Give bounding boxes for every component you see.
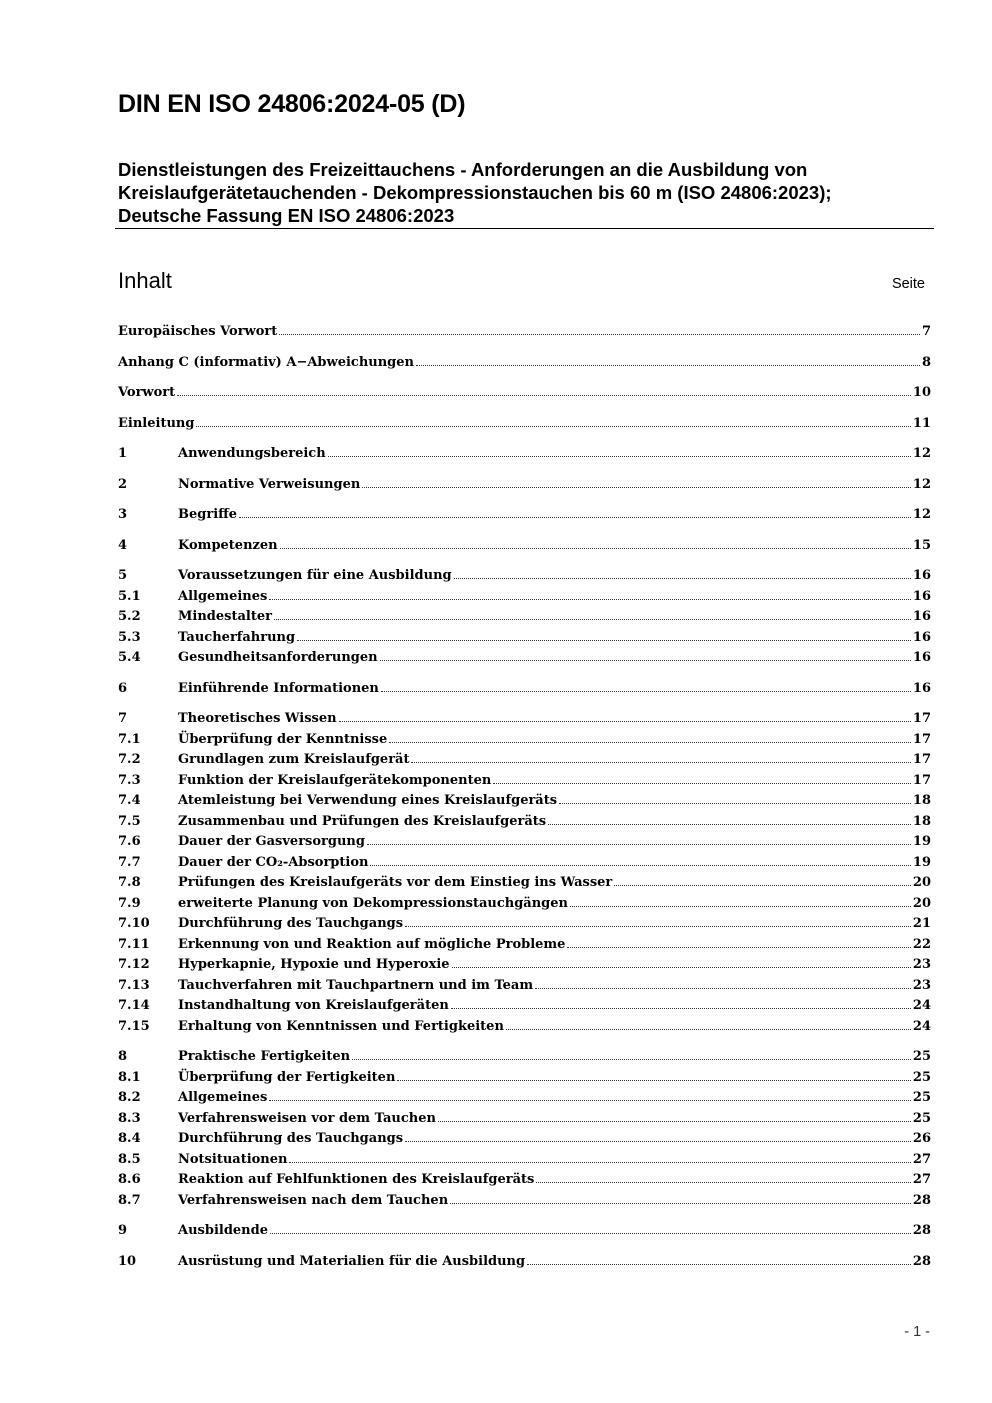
toc-entry-number: 8.5 <box>118 1151 141 1167</box>
toc-entry-page: 17 <box>912 711 931 726</box>
toc-entry-number: 7.9 <box>118 895 141 911</box>
toc-entry[interactable] <box>118 1223 931 1244</box>
toc-entry-number: 8.1 <box>118 1069 141 1085</box>
toc-entry[interactable] <box>118 385 931 406</box>
toc-entry-number: 5 <box>118 568 128 583</box>
toc-entry-title: Normative Verweisungen <box>178 476 361 492</box>
dot-leader <box>196 422 910 427</box>
toc-entry[interactable] <box>118 1254 931 1275</box>
toc-entry[interactable] <box>118 538 931 559</box>
toc-entry-title: Dauer der Gasversorgung <box>178 834 365 849</box>
toc-entry-title: Überprüfung der Kenntnisse <box>178 731 388 747</box>
subtitle-line: Deutsche Fassung EN ISO 24806:2023 <box>118 205 455 226</box>
document-subtitle <box>118 158 933 227</box>
toc-entry-title: Theoretisches Wissen <box>178 711 337 726</box>
dot-leader <box>274 615 911 620</box>
toc-entry[interactable] <box>118 355 931 376</box>
toc-entry-title: Instandhaltung von Kreislaufgeräten <box>178 998 449 1013</box>
dot-leader <box>411 758 910 763</box>
dot-leader <box>328 452 911 457</box>
dot-leader <box>536 1178 911 1183</box>
toc-entry-page: 27 <box>912 1172 931 1187</box>
dot-leader <box>362 483 911 488</box>
toc-entry-number: 8.6 <box>118 1172 141 1187</box>
dot-leader <box>450 1199 911 1204</box>
toc-entry[interactable] <box>118 752 931 773</box>
toc-entry[interactable] <box>118 1019 931 1040</box>
toc-entry-page: 16 <box>912 650 931 665</box>
toc-entry-title: Mindestalter <box>178 609 272 624</box>
toc-entry[interactable] <box>118 793 931 814</box>
toc-entry[interactable] <box>118 1090 931 1111</box>
toc-entry-title: Ausbildende <box>178 1223 268 1238</box>
toc-entry-page: 20 <box>912 895 931 911</box>
toc-entry-title: Allgemeines <box>178 1090 268 1105</box>
toc-entry[interactable] <box>118 324 931 345</box>
toc-entry-title: Gesundheitsanforderungen <box>178 650 378 665</box>
toc-entry[interactable] <box>118 773 931 794</box>
toc-entry[interactable] <box>118 916 931 937</box>
toc-entry-number: 7.15 <box>118 1018 150 1034</box>
title-divider <box>115 228 934 229</box>
toc-entry[interactable] <box>118 609 931 630</box>
toc-entry-number: 5.1 <box>118 588 141 604</box>
toc-entry[interactable] <box>118 681 931 702</box>
dot-leader <box>269 1096 911 1101</box>
toc-entry-number: 7.11 <box>118 936 150 952</box>
toc-entry-page: 25 <box>912 1049 931 1064</box>
toc-entry-title: Voraussetzungen für eine Ausbildung <box>178 568 452 583</box>
toc-entry[interactable] <box>118 957 931 978</box>
toc-entry[interactable] <box>118 1070 931 1091</box>
dot-leader <box>506 1025 911 1030</box>
toc-entry[interactable] <box>118 937 931 958</box>
dot-leader <box>289 1158 910 1163</box>
toc-entry-page: 16 <box>912 568 931 583</box>
toc-entry-page: 26 <box>912 1131 931 1146</box>
toc-entry-number: 7.1 <box>118 731 141 747</box>
toc-entry-number: 7.10 <box>118 916 150 931</box>
dot-leader <box>452 963 911 968</box>
toc-entry[interactable] <box>118 650 931 671</box>
toc-entry-title: Erkennung von und Reaktion auf mögliche Probleme <box>178 936 566 952</box>
toc-entry-page: 10 <box>912 385 931 400</box>
toc-entry-title: Durchführung des Tauchgangs <box>178 1131 404 1146</box>
dot-leader <box>438 1117 911 1122</box>
toc-entry-page: 11 <box>912 415 931 431</box>
toc-entry-page: 12 <box>912 476 931 492</box>
toc-entry-number: 7.7 <box>118 854 141 870</box>
toc-entry-page: 21 <box>912 916 931 931</box>
toc-entry-page: 20 <box>912 875 931 890</box>
dot-leader <box>177 391 911 396</box>
toc-entry-page: 24 <box>912 998 931 1013</box>
toc-entry-number: 8.7 <box>118 1192 141 1208</box>
toc-entry-title: Prüfungen des Kreislaufgeräts vor dem Einstieg ins Wasser <box>178 875 613 890</box>
dot-leader <box>380 656 911 661</box>
toc-entry-page: 7 <box>921 324 931 339</box>
toc-entry-title: Verfahrensweisen vor dem Tauchen <box>178 1110 436 1126</box>
toc-entry-page: 22 <box>912 936 931 952</box>
page-number: - 1 - <box>904 1324 930 1340</box>
toc-entry-title: Vorwort <box>118 385 176 400</box>
toc-entry-number: 2 <box>118 476 128 492</box>
toc-entry-title: Verfahrensweisen nach dem Tauchen <box>178 1192 449 1208</box>
toc-entry-number: 7.2 <box>118 752 141 767</box>
toc-entry[interactable] <box>118 589 931 610</box>
dot-leader <box>269 595 911 600</box>
toc-entry-title: Allgemeines <box>178 588 268 604</box>
toc-entry-page: 12 <box>912 507 931 522</box>
toc-entry-page: 19 <box>912 834 931 849</box>
toc-entry-number: 7.6 <box>118 834 141 849</box>
toc-entry-page: 19 <box>912 854 931 870</box>
dot-leader <box>370 861 910 866</box>
toc-entry[interactable] <box>118 507 931 528</box>
toc-entry-page: 25 <box>912 1069 931 1085</box>
toc-entry-page: 24 <box>912 1018 931 1034</box>
document-title: DIN EN ISO 24806:2024-05 (D) <box>118 90 466 118</box>
toc-entry-number: 7.12 <box>118 957 150 972</box>
toc-entry-page: 28 <box>912 1223 931 1238</box>
toc-entry-page: 16 <box>912 588 931 604</box>
toc-entry-number: 5.2 <box>118 609 141 624</box>
table-of-contents <box>118 324 931 1274</box>
toc-entry-title: Anhang C (informativ) A−Abweichungen <box>118 354 414 370</box>
toc-entry-page: 17 <box>912 772 931 788</box>
dot-leader <box>527 1260 911 1265</box>
toc-entry-title: Hyperkapnie, Hypoxie und Hyperoxie <box>178 957 450 972</box>
dot-leader <box>352 1055 911 1060</box>
toc-entry[interactable] <box>118 711 931 732</box>
toc-entry-title: Erhaltung von Kenntnissen und Fertigkeiten <box>178 1018 504 1034</box>
toc-entry[interactable] <box>118 732 931 753</box>
toc-entry-number: 1 <box>118 446 128 461</box>
toc-entry-page: 25 <box>912 1110 931 1126</box>
toc-entry-page: 16 <box>912 680 931 696</box>
toc-entry-number: 7.8 <box>118 875 141 890</box>
dot-leader <box>548 820 911 825</box>
toc-entry-title: Dauer der CO₂-Absorption <box>178 854 369 870</box>
dot-leader <box>614 881 911 886</box>
subtitle-line: Dienstleistungen des Freizeittauchens - Anforderungen an die Ausbildung von <box>118 159 808 180</box>
toc-entry-title: Überprüfung der Fertigkeiten <box>178 1069 396 1085</box>
toc-entry-page: 23 <box>912 977 931 993</box>
toc-entry-page: 27 <box>912 1151 931 1167</box>
toc-entry-title: Tauchverfahren mit Tauchpartnern und im Team <box>178 977 534 993</box>
toc-entry[interactable] <box>118 978 931 999</box>
toc-entry-number: 4 <box>118 537 128 553</box>
toc-entry-number: 10 <box>118 1253 137 1269</box>
toc-entry[interactable] <box>118 477 931 498</box>
dot-leader <box>535 984 911 989</box>
toc-entry-number: 5.4 <box>118 650 141 665</box>
toc-entry-page: 17 <box>912 752 931 767</box>
dot-leader <box>405 1137 911 1142</box>
toc-entry-title: Grundlagen zum Kreislaufgerät <box>178 752 410 767</box>
toc-entry-number: 9 <box>118 1223 128 1238</box>
toc-entry-number: 7.4 <box>118 793 141 808</box>
dot-leader <box>454 574 911 579</box>
toc-entry-number: 8.4 <box>118 1131 141 1146</box>
dot-leader <box>381 687 911 692</box>
dot-leader <box>570 902 911 907</box>
toc-entry-number: 7.14 <box>118 998 150 1013</box>
dot-leader <box>389 738 911 743</box>
page-column-label: Seite <box>891 276 925 292</box>
dot-leader <box>297 636 911 641</box>
toc-entry[interactable] <box>118 1152 931 1173</box>
toc-entry[interactable] <box>118 1131 931 1152</box>
toc-entry-title: Begriffe <box>178 507 238 522</box>
toc-entry-number: 8.2 <box>118 1090 141 1105</box>
toc-entry[interactable] <box>118 855 931 876</box>
toc-entry-number: 6 <box>118 680 128 696</box>
subtitle-line: Kreislaufgerätetauchenden - Dekompressionstauchen bis 60 m (ISO 24806:2023); <box>118 182 832 203</box>
toc-entry-title: Funktion der Kreislaufgerätekomponenten <box>178 772 492 788</box>
toc-entry-title: Praktische Fertigkeiten <box>178 1049 351 1064</box>
toc-entry-title: Kompetenzen <box>178 537 278 553</box>
toc-entry-title: Einleitung <box>118 415 195 431</box>
toc-entry[interactable] <box>118 834 931 855</box>
toc-entry-page: 15 <box>912 537 931 553</box>
dot-leader <box>416 361 920 366</box>
toc-entry-number: 8 <box>118 1049 128 1064</box>
dot-leader <box>339 717 911 722</box>
toc-entry[interactable] <box>118 416 931 437</box>
dot-leader <box>405 922 911 927</box>
dot-leader <box>397 1076 911 1081</box>
toc-entry-page: 16 <box>912 609 931 624</box>
toc-entry-page: 18 <box>912 813 931 829</box>
toc-entry[interactable] <box>118 814 931 835</box>
toc-entry-title: erweiterte Planung von Dekompressionstauchgängen <box>178 895 568 911</box>
dot-leader <box>279 330 920 335</box>
toc-entry[interactable] <box>118 446 931 467</box>
toc-entry[interactable] <box>118 875 931 896</box>
toc-entry-page: 12 <box>912 446 931 461</box>
toc-entry-page: 17 <box>912 731 931 747</box>
dot-leader <box>493 779 911 784</box>
toc-entry[interactable] <box>118 998 931 1019</box>
toc-entry-page: 16 <box>912 629 931 645</box>
toc-entry[interactable] <box>118 896 931 917</box>
toc-entry[interactable] <box>118 630 931 651</box>
toc-entry-title: Reaktion auf Fehlfunktionen des Kreislaufgeräts <box>178 1172 535 1187</box>
toc-entry[interactable] <box>118 1193 931 1214</box>
toc-entry-number: 7.5 <box>118 813 141 829</box>
toc-entry[interactable] <box>118 1172 931 1193</box>
toc-entry-title: Ausrüstung und Materialien für die Ausbildung <box>178 1253 526 1269</box>
dot-leader <box>239 513 911 518</box>
toc-entry-title: Europäisches Vorwort <box>118 324 278 339</box>
dot-leader <box>270 1229 911 1234</box>
toc-entry[interactable] <box>118 1049 931 1070</box>
toc-entry-number: 7.13 <box>118 977 150 993</box>
toc-entry-page: 28 <box>912 1253 931 1269</box>
toc-entry-page: 28 <box>912 1192 931 1208</box>
toc-entry-page: 23 <box>912 957 931 972</box>
dot-leader <box>567 943 910 948</box>
dot-leader <box>559 799 911 804</box>
toc-entry[interactable] <box>118 568 931 589</box>
toc-entry[interactable] <box>118 1111 931 1132</box>
toc-entry-title: Zusammenbau und Prüfungen des Kreislaufgeräts <box>178 813 547 829</box>
toc-entry-page: 8 <box>921 354 931 370</box>
toc-entry-title: Notsituationen <box>178 1151 288 1167</box>
dot-leader <box>451 1004 911 1009</box>
toc-entry-page: 18 <box>912 793 931 808</box>
toc-entry-number: 7.3 <box>118 772 141 788</box>
toc-entry-title: Einführende Informationen <box>178 680 379 696</box>
toc-entry-number: 7 <box>118 711 128 726</box>
dot-leader <box>367 840 911 845</box>
toc-entry-page: 25 <box>912 1090 931 1105</box>
toc-entry-title: Atemleistung bei Verwendung eines Kreislaufgeräts <box>178 793 558 808</box>
toc-entry-number: 8.3 <box>118 1110 141 1126</box>
toc-entry-number: 3 <box>118 507 128 522</box>
toc-entry-title: Durchführung des Tauchgangs <box>178 916 404 931</box>
toc-entry-title: Anwendungsbereich <box>178 446 326 461</box>
toc-entry-title: Taucherfahrung <box>178 629 296 645</box>
toc-entry-number: 5.3 <box>118 629 141 645</box>
toc-heading: Inhalt <box>118 268 172 293</box>
dot-leader <box>280 544 911 549</box>
